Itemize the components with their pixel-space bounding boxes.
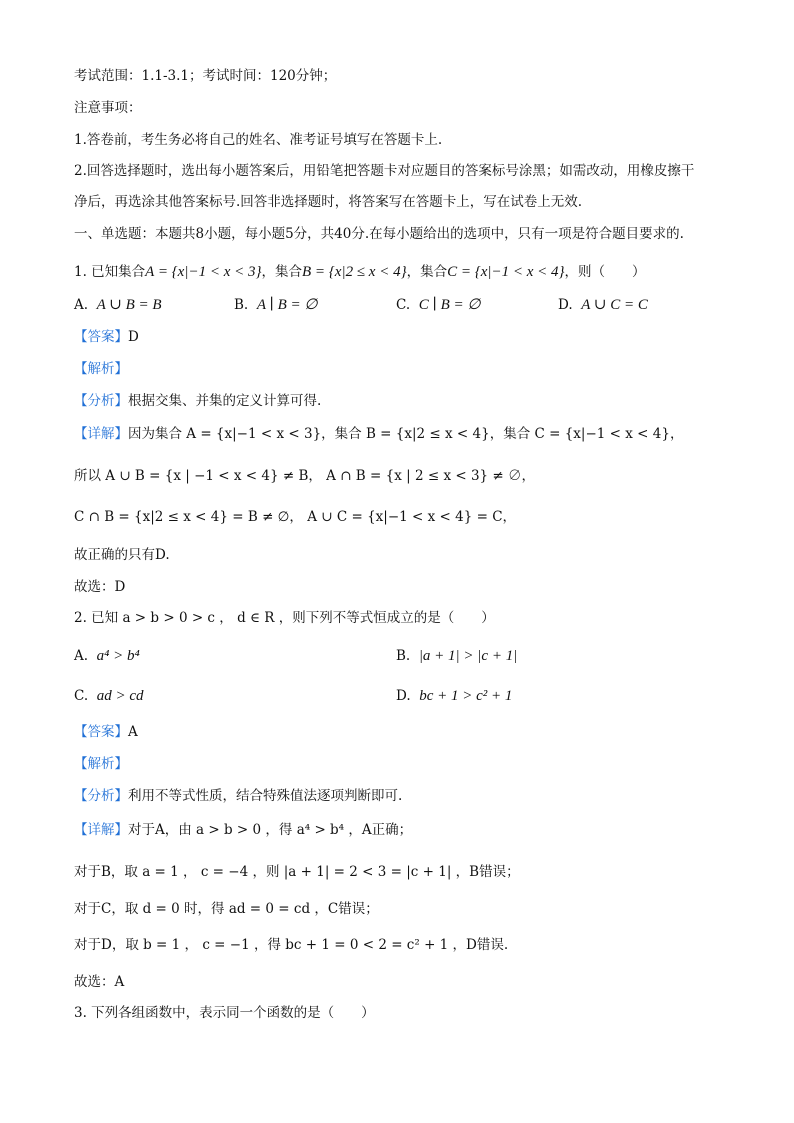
q2-fenxi: 【分析】利用不等式性质，结合特殊值法逐项判断即可. bbox=[74, 788, 403, 804]
q2-option-b: B. |a + 1| > |c + 1| bbox=[396, 648, 518, 664]
section-heading-single-choice: 一、单选题：本题共8小题，每小题5分，共40分.在每小题给出的选项中，只有一项是符合题目要求的. bbox=[74, 226, 684, 242]
q1-sep-2: ，集合 bbox=[406, 264, 448, 280]
answer-tag: 【答案】 bbox=[74, 724, 128, 740]
q2-option-a: A. a⁴ > b⁴ bbox=[74, 648, 140, 664]
q1-prefix: 1. 已知集合 bbox=[74, 264, 146, 280]
q1-fenxi: 【分析】根据交集、并集的定义计算可得. bbox=[74, 393, 322, 409]
q2-detail-3: 对于C，取 d = 0 时，得 ad = 0 = cd ，C错误； bbox=[74, 901, 379, 917]
q2-option-c: C. ad > cd bbox=[74, 688, 144, 704]
q1-sep-1: ，集合 bbox=[261, 264, 302, 280]
notice-item-1: 1.答卷前，考生务必将自己的姓名、准考证号填写在答题卡上. bbox=[74, 132, 443, 148]
exam-scope: 考试范围：1.1-3.1；考试时间：120分钟； bbox=[74, 68, 337, 84]
notice-title: 注意事项： bbox=[74, 100, 142, 116]
q1-suffix: ，则（ ） bbox=[564, 264, 646, 280]
q1-choose: 故选：D bbox=[74, 579, 126, 595]
answer-tag: 【答案】 bbox=[74, 329, 128, 345]
q2-option-d: D. bc + 1 > c² + 1 bbox=[396, 688, 513, 704]
q2-answer: 【答案】A bbox=[74, 724, 138, 740]
q1-analysis-tag: 【解析】 bbox=[74, 361, 128, 377]
q1-detail-3: C ∩ B = {x|2 ≤ x < 4} = B ≠ ∅， A ∪ C = {x|−1 < x < 4} = C， bbox=[74, 509, 517, 525]
q1-detail-4: 故正确的只有D. bbox=[74, 547, 170, 563]
q1-set-b: B = {x|2 ≤ x < 4} bbox=[302, 264, 407, 280]
question-3-stem: 3. 下列各组函数中，表示同一个函数的是（ ） bbox=[74, 1005, 375, 1021]
question-2-stem: 2. 已知 a > b > 0 > c ， d ∈ R ，则下列不等式恒成立的是（ ） bbox=[74, 610, 495, 626]
notice-item-2-line-2: 净后，再选涂其他答案标号.回答非选择题时，将答案写在答题卡上，写在试卷上无效. bbox=[74, 194, 583, 210]
q2-detail-1: 【详解】对于A，由 a > b > 0 ，得 a⁴ > b⁴ ，A正确； bbox=[74, 822, 413, 838]
q1-option-d: D. A ∪ C = C bbox=[558, 297, 648, 313]
q1-option-b: B. A ∣ B = ∅ bbox=[234, 297, 318, 313]
q1-answer: 【答案】D bbox=[74, 329, 139, 345]
q2-choose: 故选：A bbox=[74, 974, 125, 990]
notice-item-2-line-1: 2.回答选择题时，选出每小题答案后，用铅笔把答题卡对应题目的答案标号涂黑；如需改动，用橡皮擦干 bbox=[74, 163, 695, 179]
q2-detail-4: 对于D，取 b = 1 ， c = −1 ，得 bc + 1 = 0 < 2 = c² + 1 ，D错误. bbox=[74, 937, 509, 953]
question-1-stem bbox=[74, 262, 646, 282]
q2-detail-2: 对于B，取 a = 1 ， c = −4 ，则 |a + 1| = 2 < 3 = |c + 1| ，B错误； bbox=[74, 864, 520, 880]
q1-option-c: C. C ∣ B = ∅ bbox=[396, 297, 481, 313]
q1-set-a: A = {x|−1 < x < 3} bbox=[145, 264, 262, 280]
q1-set-c: C = {x|−1 < x < 4} bbox=[447, 264, 565, 280]
q2-analysis-tag: 【解析】 bbox=[74, 756, 128, 772]
q1-option-a: A. A ∪ B = B bbox=[74, 297, 162, 313]
q1-detail-1: 【详解】因为集合 A = {x|−1 < x < 3}，集合 B = {x|2 ≤ x < 4}，集合 C = {x|−1 < x < 4}， bbox=[74, 426, 684, 442]
q1-detail-2: 所以 A ∪ B = {x | −1 < x < 4} ≠ B， A ∩ B = {x | 2 ≤ x < 3} ≠ ∅， bbox=[74, 468, 536, 484]
